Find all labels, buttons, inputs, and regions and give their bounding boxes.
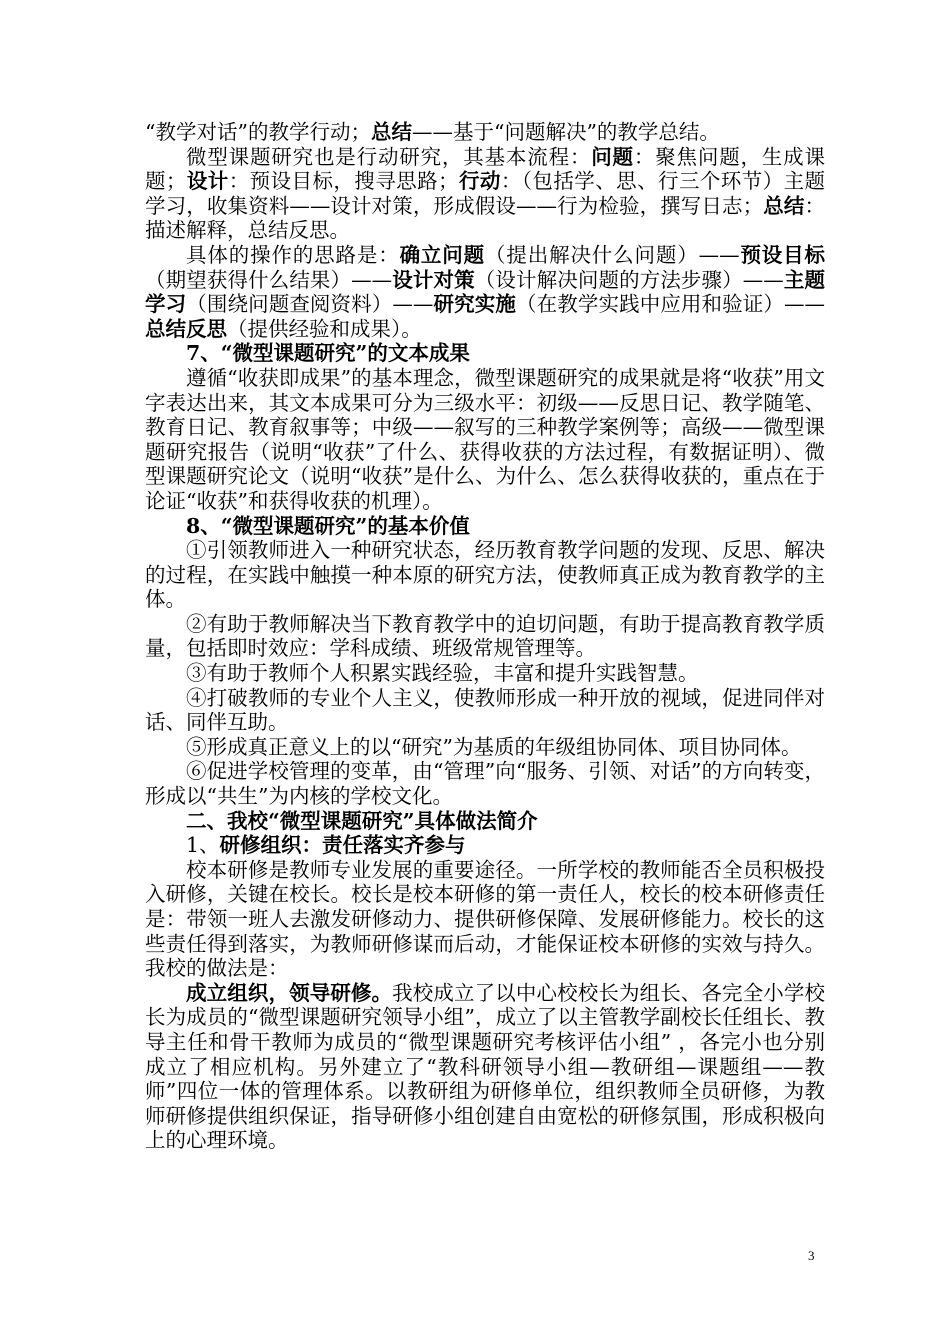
text-segment: （设计解决问题的方法步骤）—— (474, 267, 784, 292)
bold-text-segment: 成立组织，领导研修。 (186, 980, 393, 1005)
bold-text-segment: 总结 (763, 193, 805, 218)
bold-text-segment: 8、“微型课题研究”的基本价值 (186, 513, 470, 538)
paragraph (145, 145, 825, 243)
text-segment: ：（包括学、思、行三个环节）主题学习，收集资料——设计对策，形成假设——行为检验，撰写日志； (145, 169, 826, 218)
text-segment: （提出解决什么问题）—— (485, 242, 740, 267)
paragraph (145, 243, 825, 341)
text-segment: ③有助于教师个人积累实践经验，丰富和提升实践智慧。 (186, 661, 699, 686)
bold-text-segment: 研修组织：责任落实齐参与 (219, 833, 466, 858)
paragraph (145, 686, 825, 735)
paragraph (145, 366, 825, 514)
paragraph (145, 341, 825, 366)
bold-text-segment: 二、我校“微型课题研究”具体做法简介 (186, 808, 538, 833)
bold-text-segment: 总结反思 (145, 316, 227, 341)
paragraph (145, 833, 825, 858)
text-segment: ：描述解释，总结反思。 (145, 193, 826, 243)
text-segment: ②有助于教师解决当下教育教学中的迫切问题，有助于提高教育教学质量，包括即时效应：学科成绩、班级常规管理等。 (145, 611, 825, 661)
paragraph (145, 809, 825, 834)
paragraph (145, 538, 825, 612)
text-segment: （提供经验和成果）。 (227, 316, 422, 341)
text-segment: ：聚焦问题，生成课题； (145, 144, 826, 194)
text-segment: 微型课题研究也是行动研究，其基本流程： (186, 144, 592, 169)
document-body (145, 120, 825, 1153)
bold-text-segment: 设计对策 (392, 267, 475, 292)
bold-text-segment: 设计 (186, 169, 229, 194)
paragraph (145, 612, 825, 661)
text-segment: 1、 (186, 833, 220, 858)
text-segment: ——基于“问题解决”的教学总结。 (411, 120, 720, 144)
bold-text-segment: 问题 (591, 144, 634, 169)
text-segment: ：预设目标，搜寻思路； (228, 169, 459, 194)
page-number: 3 (808, 1248, 815, 1263)
text-segment: 我校成立了以中心校校长为组长、各完全小学校长为成员的“微型课题研究领导小组”，成立了以主管教学副校长任组长、教导主任和骨干教师为成员的“微型课题研究考核评估小组” ，各完小也分别成立了相应机构。另外建立了“教科研领导小组—教研组—课题组——教师”四位一体的管理体系。以教研组为研修单位，组织教师全员研修，为教师研修提供组织保证，指导研修小组创建自由宽松的研修氛围，形成积极向上的心理环境。 (145, 980, 826, 1153)
bold-text-segment: 行动 (458, 169, 501, 194)
bold-text-segment: 预设目标 (739, 242, 826, 267)
text-segment: （在教学实践中应用和验证）—— (516, 292, 826, 317)
bold-text-segment: 确立问题 (399, 242, 486, 267)
paragraph (145, 735, 825, 760)
text-segment: ①引领教师进入一种研究状态，经历教育教学问题的发现、反思、解决的过程，在实践中触摸一种本原的研究方法，使教师真正成为教育教学的主体。 (145, 538, 825, 612)
bold-text-segment: 研究实施 (433, 292, 516, 317)
text-segment: 具体的操作的思路是： (186, 242, 400, 267)
paragraph (145, 120, 825, 145)
text-segment: （围绕问题查阅资料）—— (186, 292, 434, 317)
paragraph (145, 759, 825, 808)
bold-text-segment: 7、“微型课题研究”的文本成果 (186, 341, 470, 366)
text-segment: 遵循“收获即成果”的基本理念，微型课题研究的成果就是将“收获”用文字表达出来，其文本成果可分为三级水平：初级——反思日记、教学随笔、教育日记、教育叙事等；中级——叙写的三种教学案例等；高级——微型课题研究报告（说明“收获”了什么、获得收获的方法过程，有数据证明）、微型课题研究论文（说明“收获”是什么、为什么、怎么获得收获的，重点在于论证“收获”和获得收获的机理）。 (145, 365, 825, 513)
paragraph (145, 858, 825, 981)
paragraph (145, 514, 825, 539)
text-segment: ⑥促进学校管理的变革，由“管理”向“服务、引领、对话”的方向转变，形成以“共生”为内核的学校文化。 (145, 759, 825, 809)
bold-text-segment: 总结 (370, 120, 412, 144)
text-segment: 校本研修是教师专业发展的重要途径。一所学校的教师能否全员积极投入研修，关键在校长。校长是校本研修的第一责任人，校长的校本研修责任是：带领一班人去激发研修动力、提供研修保障、发展研修能力。校长的这些责任得到落实，为教师研修谋而后动，才能保证校本研修的实效与持久。我校的做法是： (145, 857, 825, 981)
paragraph (145, 981, 825, 1153)
text-segment: ⑤形成真正意义上的以“研究”为基质的年级组协同体、项目协同体。 (186, 734, 802, 759)
text-segment: “教学对话”的教学行动； (145, 120, 371, 144)
text-segment: （期望获得什么结果）—— (145, 267, 393, 292)
paragraph (145, 661, 825, 686)
text-segment: ④打破教师的专业个人主义，使教师形成一种开放的视域，促进同伴对话、同伴互助。 (145, 685, 825, 735)
bold-text-segment: 主题学习 (145, 267, 826, 317)
